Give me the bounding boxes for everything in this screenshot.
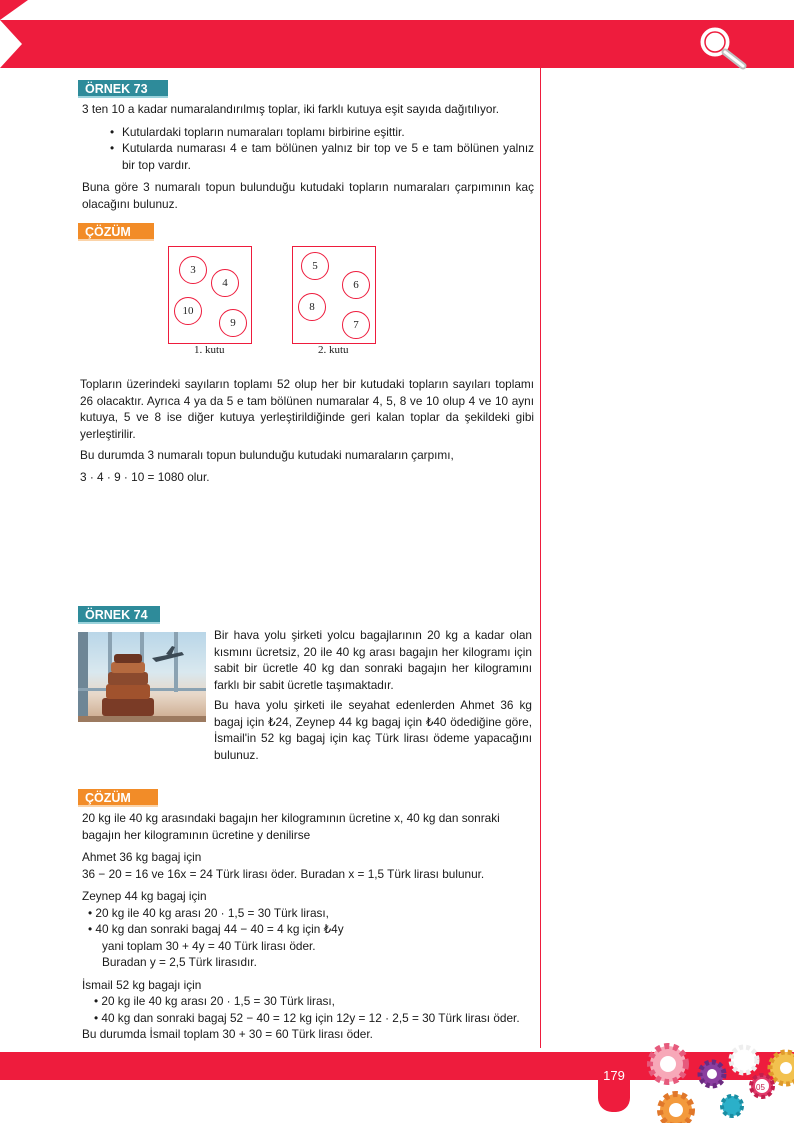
- gear-icon: [700, 1062, 724, 1086]
- column-divider: [540, 68, 541, 1048]
- ahmet-title: Ahmet 36 kg bagaj için: [82, 850, 202, 864]
- header-corner: [0, 0, 28, 20]
- example-73-question: Buna göre 3 numaralı topun bulunduğu kutudaki topların numaraları çarpımının kaç olacağını bulunuz.: [82, 180, 534, 211]
- example-73-text: [82, 101, 534, 212]
- solution-74-label: ÇÖZÜM: [78, 789, 158, 807]
- example-73-bullet-1: • Kutulardaki topların numaraları toplamı birbirine eşittir.: [122, 124, 534, 141]
- solution-73-p3: 3 · 4 · 9 · 10 = 1080 olur.: [80, 469, 210, 484]
- solution-73-p2: Bu durumda 3 numaralı topun bulunduğu kutudaki numaraların çarpımı,: [80, 448, 454, 462]
- ismail-title: İsmail 52 kg bagajı için: [82, 977, 202, 992]
- gear-icon: [650, 1046, 686, 1082]
- ahmet-line: 36 − 20 = 16 ve 16x = 24 Türk lirası öder. Buradan x = 1,5 Türk lirası bulunur.: [82, 866, 485, 881]
- search-icon: [697, 24, 749, 70]
- solution-74-conclusion: Bu durumda İsmail toplam 30 + 30 = 60 Türk lirası öder.: [82, 1027, 373, 1041]
- example-74-text: [214, 627, 532, 763]
- zeynep-line: Buradan y = 2,5 Türk lirasıdır.: [102, 955, 257, 969]
- page-number: 179: [603, 1068, 625, 1083]
- ball: 4: [211, 269, 239, 297]
- gear-icon: [770, 1052, 794, 1084]
- ball: 10: [174, 297, 202, 325]
- solution-73-p1: Topların üzerindeki sayıların toplamı 52 olup her bir kutudaki topların sayıları toplamı 26 olacaktır. Ayrıca 4 ya da 5 e tam bölünen numaralar 4, 5, 8 ve 10 olup 4 ve 10 aynı kutuya, 5 ve 8 ise diğer kutuya yerleştirildiğinde geri kalan toplar da şekildeki gibi yerleştirilir.: [80, 377, 534, 441]
- example-73-intro: 3 ten 10 a kadar numaralandırılmış toplar, iki farklı kutuya eşit sayıda dağıtılıyor.: [82, 102, 500, 116]
- zeynep-line: yani toplam 30 + 4y = 40 Türk lirası öder.: [102, 938, 316, 953]
- header-band: [0, 20, 794, 68]
- box-2-caption: 2. kutu: [318, 344, 349, 356]
- solution-73-text: [80, 376, 534, 485]
- ball: 8: [298, 293, 326, 321]
- gear-icon: [722, 1096, 742, 1116]
- example-73-label: ÖRNEK 73: [78, 80, 168, 98]
- ball: 6: [342, 271, 370, 299]
- example-73-bullet-2: • Kutularda numarası 4 e tam bölünen yalnız bir top ve 5 e tam bölünen yalnız bir top vardır.: [122, 140, 534, 173]
- box-2: [292, 246, 376, 344]
- zeynep-title: Zeynep 44 kg bagaj için: [82, 889, 207, 903]
- luggage-photo: [78, 632, 206, 722]
- solution-74-intro: 20 kg ile 40 kg arasındaki bagajın her kilogramının ücretine x, 40 kg dan sonraki bagajın her kilogramının ücretine y denilirse: [82, 811, 500, 842]
- example-74-p1: Bir hava yolu şirketi yolcu bagajlarının 20 kg a kadar olan kısmını ücretsiz, 20 ile 40 kg arası bagajın her kilogramı için sabit bir ücretle 40 kg dan sonraki bagajın her kilogramını farklı bir sabit ücretle taşımaktadır.: [214, 628, 532, 692]
- ball: 7: [342, 311, 370, 339]
- gear-icon: [731, 1047, 757, 1073]
- example-74-label: ÖRNEK 74: [78, 606, 160, 624]
- ismail-line: • 40 kg dan sonraki bagaj 52 − 40 = 12 kg için 12y = 12 · 2,5 = 30 Türk lirası öder.: [94, 1010, 520, 1025]
- solution-73-label: ÇÖZÜM: [78, 223, 154, 241]
- zeynep-line: • 20 kg ile 40 kg arası 20 · 1,5 = 30 Türk lirası,: [88, 905, 329, 920]
- unit-badge: 05: [756, 1083, 765, 1092]
- gear-icon: [660, 1094, 692, 1123]
- box-1-caption: 1. kutu: [194, 344, 225, 356]
- solution-74-text: [82, 810, 532, 1043]
- example-74-p2: Bu hava yolu şirketi ile seyahat edenlerden Ahmet 36 kg bagaj için ₺24, Zeynep 44 kg bagaj için ₺40 ödediğine göre, İsmail'in 52 kg bagaj için kaç Türk lirası ödeme yapacağını bulunuz.: [214, 698, 532, 762]
- ball: 5: [301, 252, 329, 280]
- ismail-line: • 20 kg ile 40 kg arası 20 · 1,5 = 30 Türk lirası,: [94, 994, 335, 1008]
- ball: 9: [219, 309, 247, 337]
- gears-decoration: [636, 1040, 794, 1123]
- ball: 3: [179, 256, 207, 284]
- zeynep-line: • 40 kg dan sonraki bagaj 44 − 40 = 4 kg için ₺4y: [88, 922, 344, 936]
- box-1: [168, 246, 252, 344]
- header-notch: [0, 20, 22, 68]
